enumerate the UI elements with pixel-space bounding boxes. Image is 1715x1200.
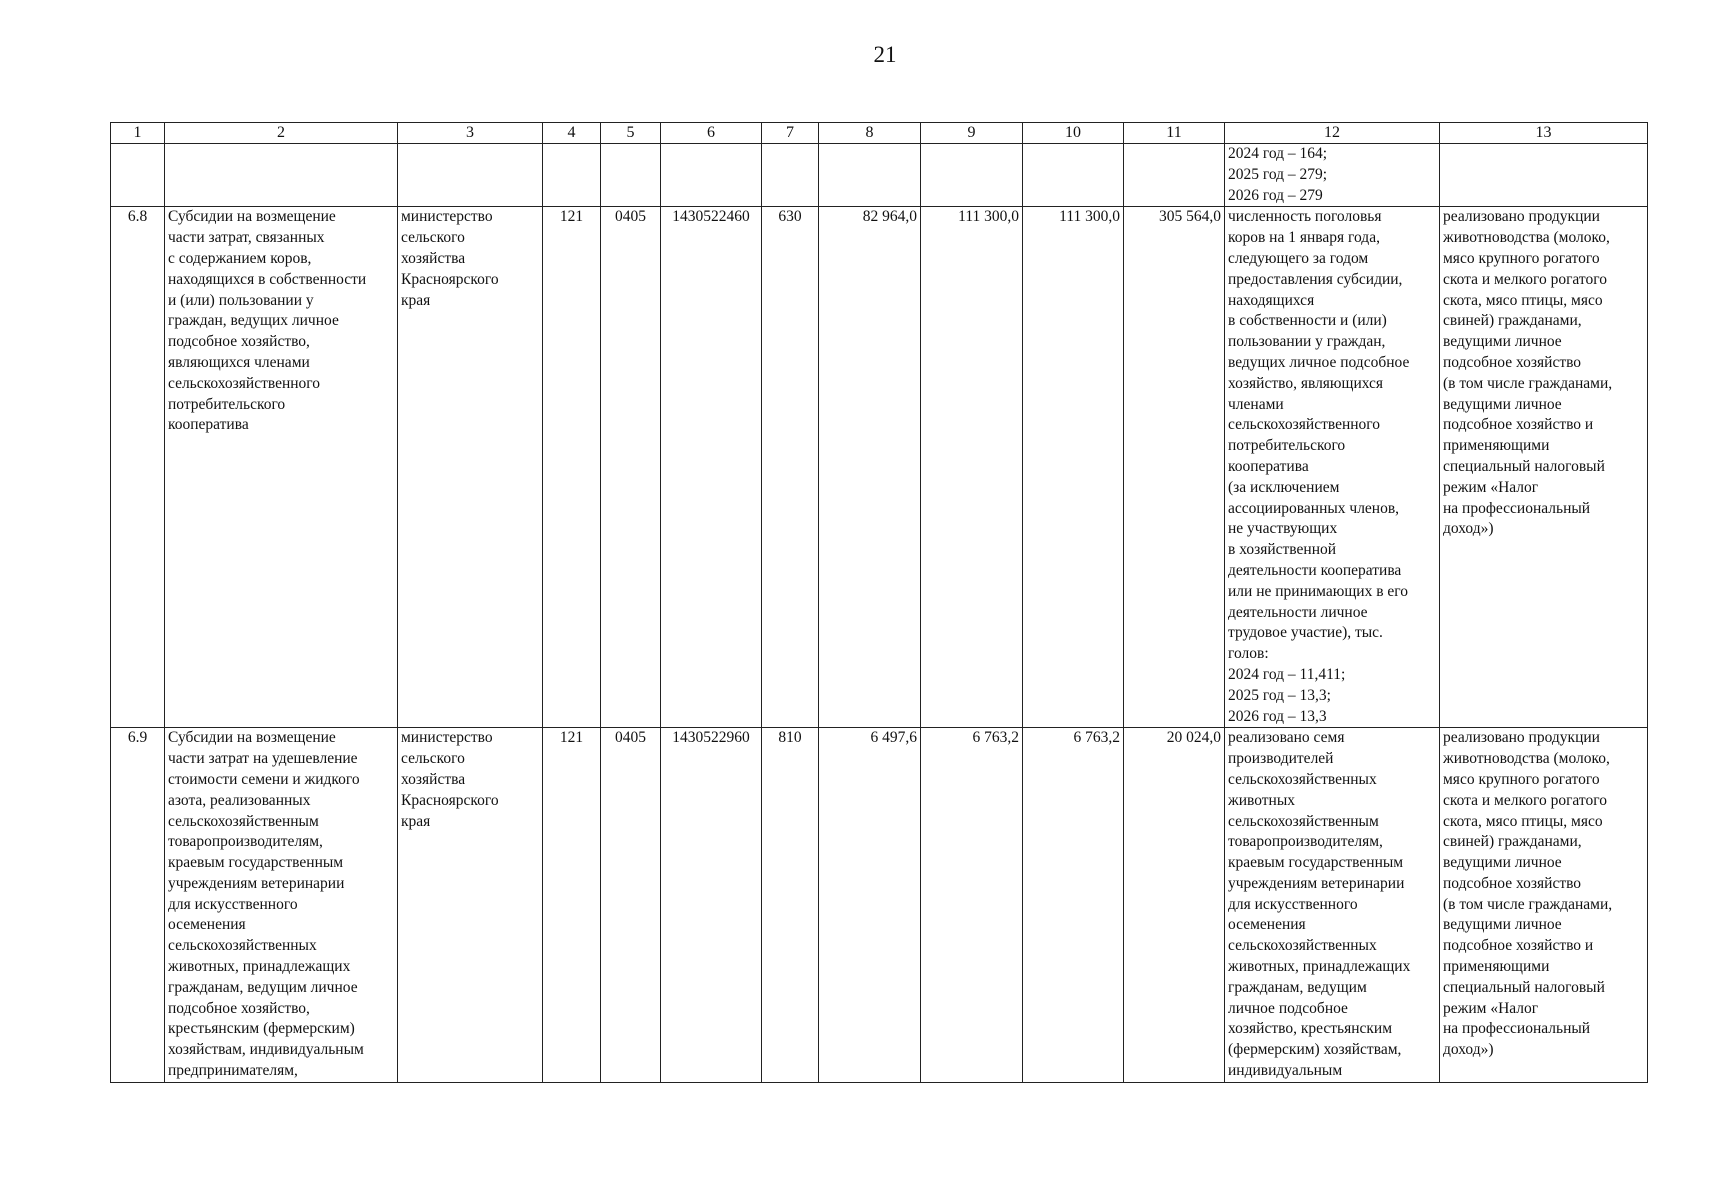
column-header: 4 bbox=[543, 123, 601, 144]
indicator-cell: 2024 год – 164; 2025 год – 279; 2026 год – 279 bbox=[1225, 144, 1440, 207]
column-header: 12 bbox=[1225, 123, 1440, 144]
item-number-cell: 6.9 bbox=[111, 728, 165, 1083]
vr-code-cell: 810 bbox=[762, 728, 819, 1083]
column-header: 1 bbox=[111, 123, 165, 144]
item-name-cell: Субсидии на возмещение части затрат на удешевление стоимости семени и жидкого азота, реализованных сельскохозяйственным товаропроизводителям, краевым государственным учреждениям ветеринарии для искусственного осеменения сельскохозяйственных животных, принадлежащих гражданам, ведущим личное подсобное хозяйство, крестьянским (фермерским) хозяйствам, индивидуальным предпринимателям, bbox=[165, 728, 398, 1083]
amount-total-cell: 305 564,0 bbox=[1124, 207, 1225, 728]
table-row bbox=[111, 207, 1648, 728]
grbs-code-cell: 121 bbox=[543, 728, 601, 1083]
column-header: 9 bbox=[921, 123, 1023, 144]
item-number-cell: 6.8 bbox=[111, 207, 165, 728]
column-header: 8 bbox=[819, 123, 921, 144]
column-header: 11 bbox=[1124, 123, 1225, 144]
table-row bbox=[111, 728, 1648, 1083]
amount-total-cell: 20 024,0 bbox=[1124, 728, 1225, 1083]
column-header: 7 bbox=[762, 123, 819, 144]
grbs-code-cell: 121 bbox=[543, 207, 601, 728]
column-header: 2 bbox=[165, 123, 398, 144]
result-cell: реализовано продукции животноводства (молоко, мясо крупного рогатого скота и мелкого рогатого скота, мясо птицы, мясо свиней) гражданами, ведущими личное подсобное хозяйство (в том числе гражданами, ведущими личное подсобное хозяйство и применяющими специальный налоговый режим «Налог на профессиональный доход») bbox=[1440, 207, 1648, 728]
amount-2024-cell: 6 497,6 bbox=[819, 728, 921, 1083]
column-header: 3 bbox=[398, 123, 543, 144]
column-number-header-row bbox=[111, 123, 1648, 144]
result-cell: реализовано продукции животноводства (молоко, мясо крупного рогатого скота и мелкого рогатого скота, мясо птицы, мясо свиней) гражданами, ведущими личное подсобное хозяйство (в том числе гражданами, ведущими личное подсобное хозяйство и применяющими специальный налоговый режим «Налог на профессиональный доход») bbox=[1440, 728, 1648, 1083]
column-header: 10 bbox=[1023, 123, 1124, 144]
continuation-row bbox=[111, 144, 1648, 207]
rzpr-code-cell: 0405 bbox=[601, 728, 661, 1083]
column-header: 6 bbox=[661, 123, 762, 144]
csr-code-cell: 1430522460 bbox=[661, 207, 762, 728]
amount-2024-cell: 82 964,0 bbox=[819, 207, 921, 728]
indicator-cell: численность поголовья коров на 1 января года, следующего за годом предоставления субсидии, находящихся в собственности и (или) пользовании у граждан, ведущих личное подсобное хозяйство, являющихся членами сельскохозяйственного потребительского кооператива (за исключением ассоциированных членов, не участвующих в хозяйственной деятельности кооператива или не принимающих в его деятельности личное трудовое участие), тыс. голов: 2024 год – 11,411; 2025 год – 13,3; 2026 год – 13,3 bbox=[1225, 207, 1440, 728]
amount-2025-cell: 6 763,2 bbox=[921, 728, 1023, 1083]
item-name-cell: Субсидии на возмещение части затрат, связанных с содержанием коров, находящихся в собственности и (или) пользовании у граждан, ведущих личное подсобное хозяйство, являющихся членами сельскохозяйственного потребительского кооператива bbox=[165, 207, 398, 728]
column-header: 13 bbox=[1440, 123, 1648, 144]
executor-cell: министерство сельского хозяйства Красноярского края bbox=[398, 207, 543, 728]
page-number: 21 bbox=[873, 42, 897, 67]
indicator-cell: реализовано семя производителей сельскохозяйственных животных сельскохозяйственным товаропроизводителям, краевым государственным учреждениям ветеринарии для искусственного осеменения сельскохозяйственных животных, принадлежащих гражданам, ведущим личное подсобное хозяйство, крестьянским (фермерским) хозяйствам, индивидуальным bbox=[1225, 728, 1440, 1083]
vr-code-cell: 630 bbox=[762, 207, 819, 728]
amount-2025-cell: 111 300,0 bbox=[921, 207, 1023, 728]
column-header: 5 bbox=[601, 123, 661, 144]
rzpr-code-cell: 0405 bbox=[601, 207, 661, 728]
amount-2026-cell: 111 300,0 bbox=[1023, 207, 1124, 728]
csr-code-cell: 1430522960 bbox=[661, 728, 762, 1083]
amount-2026-cell: 6 763,2 bbox=[1023, 728, 1124, 1083]
program-activities-table bbox=[110, 122, 1648, 1083]
executor-cell: министерство сельского хозяйства Красноярского края bbox=[398, 728, 543, 1083]
